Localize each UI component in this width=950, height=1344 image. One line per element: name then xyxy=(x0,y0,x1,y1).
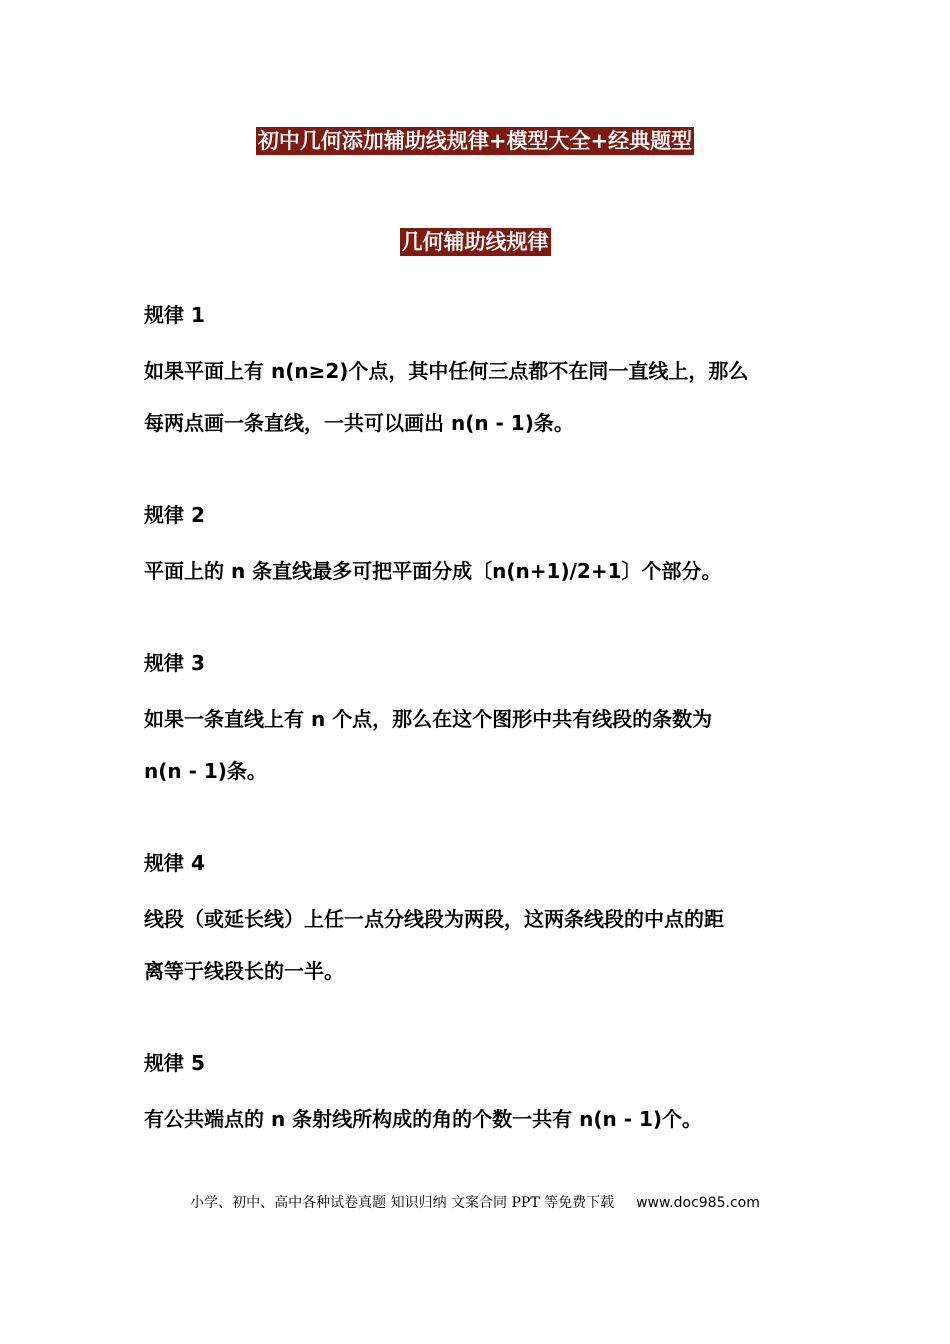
rule-text xyxy=(144,893,824,997)
rule-heading: 规律 1 xyxy=(144,303,205,327)
rule-text-line: 每两点画一条直线，一共可以画出 n(n - 1)条。 xyxy=(144,411,574,435)
rule-section-2 xyxy=(144,503,824,597)
rule-heading: 规律 5 xyxy=(144,1051,205,1075)
rule-text-line: 如果一条直线上有 n 个点，那么在这个图形中共有线段的条数为 xyxy=(144,707,713,731)
rule-text-line: 平面上的 n 条直线最多可把平面分成〔n(n+1)/2+1〕个部分。 xyxy=(144,559,722,583)
page-footer xyxy=(0,1192,950,1212)
rule-heading: 规律 4 xyxy=(144,851,205,875)
rule-text xyxy=(144,1093,824,1145)
rule-section-5 xyxy=(144,1051,824,1145)
main-title: 初中几何添加辅助线规律+模型大全+经典题型 xyxy=(257,129,693,153)
rule-section-1 xyxy=(144,303,824,449)
rule-heading: 规律 3 xyxy=(144,651,205,675)
rule-text-line: 离等于线段长的一半。 xyxy=(144,959,344,983)
footer-site-link[interactable]: www.doc985.com xyxy=(636,1195,760,1211)
rule-text-line: n(n - 1)条。 xyxy=(144,759,267,783)
rule-text xyxy=(144,693,824,797)
section-title-container xyxy=(0,228,950,256)
rule-text xyxy=(144,545,824,597)
rule-text-line: 有公共端点的 n 条射线所构成的角的个数一共有 n(n - 1)个。 xyxy=(144,1107,703,1131)
rule-heading: 规律 2 xyxy=(144,503,205,527)
footer-text: 小学、初中、高中各种试卷真题 知识归纳 文案合同 PPT 等免费下载 xyxy=(190,1195,615,1211)
rule-text-line: 如果平面上有 n(n≥2)个点，其中任何三点都不在同一直线上，那么 xyxy=(144,359,749,383)
main-title-container xyxy=(0,127,950,155)
rule-section-3 xyxy=(144,651,824,797)
rule-text-line: 线段（或延长线）上任一点分线段为两段，这两条线段的中点的距 xyxy=(144,907,724,931)
rule-text xyxy=(144,345,824,449)
rule-section-4 xyxy=(144,851,824,997)
section-title: 几何辅助线规律 xyxy=(401,230,549,254)
